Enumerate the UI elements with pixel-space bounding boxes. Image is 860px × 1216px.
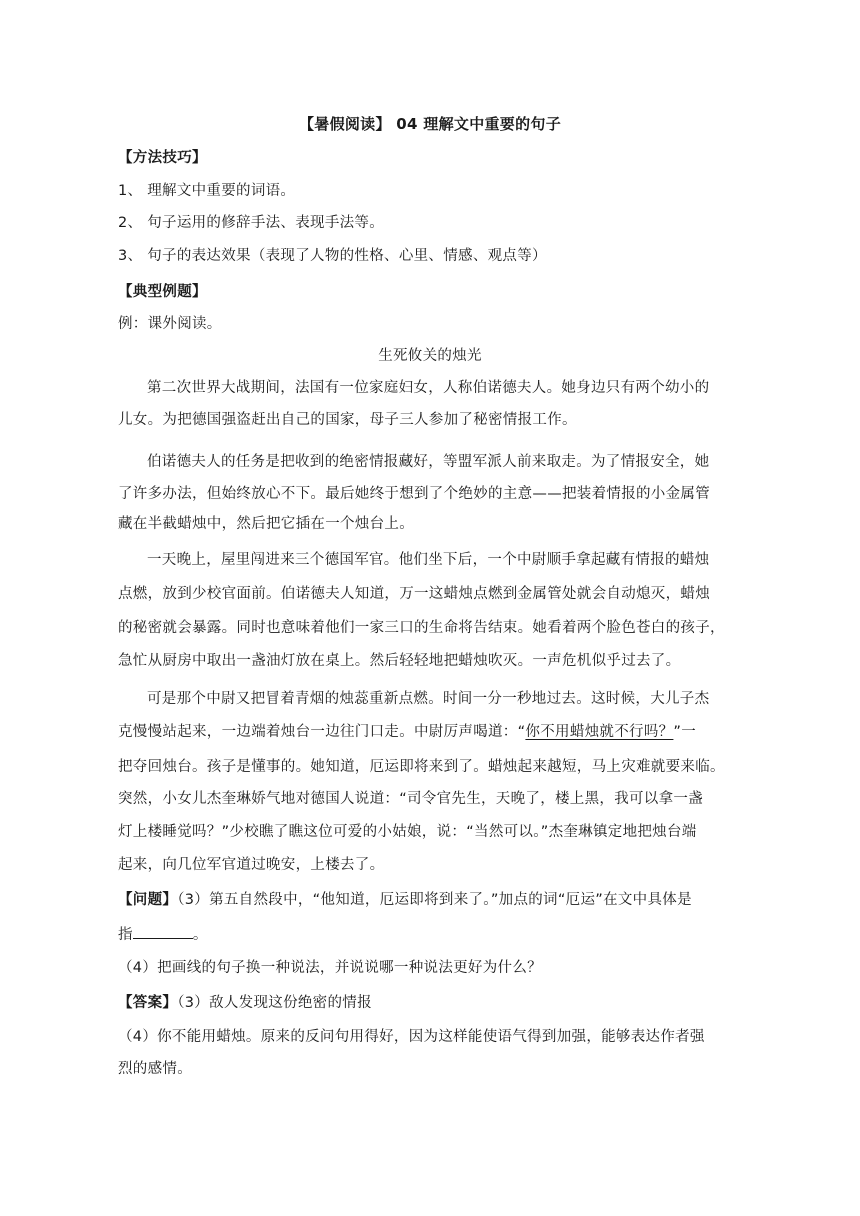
story-line: 一天晚上，屋里闯进来三个德国军官。他们坐下后，一个中尉顺手拿起藏有情报的蜡烛 [147,552,710,568]
method-item: 1、 理解文中重要的词语。 [118,183,296,199]
story-line: 伯诺德夫人的任务是把收到的绝密情报藏好，等盟军派人前来取走。为了情报安全，她 [147,454,710,470]
question-4: （4）把画线的句子换一种说法，并说说哪一种说法更好为什么？ [118,960,542,976]
story-text: ”一 [673,724,697,740]
answer-text: （3）敌人发现这份绝密的情报 [177,995,372,1011]
example-intro: 例：课外阅读。 [118,316,222,332]
question-text: （3）第五自然段中，“他知道，厄运即将到来了。”加点的词“厄运”在文中具体是 [177,892,692,908]
question-text: 指 [118,927,133,943]
answer-blank [133,924,193,939]
underlined-sentence: 你不用蜡烛就不行吗？ [525,724,674,740]
method-heading: 【方法技巧】 [118,150,207,166]
answer-label: 【答案】 [118,995,178,1011]
story-line: 儿女。为把德国强盗赶出自己的国家，母子三人参加了秘密情报工作。 [118,412,577,428]
question-label: 【问题】 [118,892,178,908]
story-line: 的秘密就会暴露。同时也意味着他们一家三口的生命将告结束。她看着两个脸色苍白的孩子， [118,620,725,636]
example-heading: 【典型例题】 [118,284,207,300]
question-3 [118,890,740,910]
story-line: 第二次世界大战期间，法国有一位家庭妇女，人称伯诺德夫人。她身边只有两个幼小的 [147,380,710,396]
story-line: 点燃，放到少校官面前。伯诺德夫人知道，万一这蜡烛点燃到金属管处就会自动熄灭，蜡烛 [118,586,710,602]
method-item: 2、 句子运用的修辞手法、表现手法等。 [118,215,385,231]
story-line-underlined-sentence [118,722,740,742]
question-text: 。 [192,927,208,943]
story-line: 藏在半截蜡烛中，然后把它插在一个烛台上。 [118,516,414,532]
story-title: 生死攸关的烛光 [378,348,482,364]
question-3-continued [118,924,740,945]
story-line: 起来，向几位军官道过晚安，上楼去了。 [118,857,385,873]
method-item: 3、 句子的表达效果（表现了人物的性格、心里、情感、观点等） [118,248,547,264]
story-line: 突然，小女儿杰奎琳娇气地对德国人说道：“司令官先生，天晚了，楼上黑，我可以拿一盏 [118,791,704,807]
story-line: 急忙从厨房中取出一盏油灯放在桌上。然后轻轻地把蜡烛吹灭。一声危机似乎过去了。 [118,653,681,669]
answer-3 [118,993,740,1013]
story-line: 灯上楼睡觉吗？”少校瞧了瞧这位可爱的小姑娘，说：“当然可以。”杰奎琳镇定地把烛台端 [118,824,697,840]
story-line: 把夺回烛台。孩子是懂事的。她知道，厄运即将来到了。蜡烛起来越短，马上灾难就要来临。 [118,759,725,775]
answer-4: （4）你不能用蜡烛。原来的反问句用得好，因为这样能使语气得到加强，能够表达作者强 [118,1029,705,1045]
page-title: 【暑假阅读】 04 理解文中重要的句子 [298,115,562,133]
story-text: 克慢慢站起来，一边端着烛台一边往门口走。中尉厉声喝道：“ [118,724,526,740]
story-line: 可是那个中尉又把冒着青烟的烛蕊重新点燃。时间一分一秒地过去。这时候，大儿子杰 [147,691,710,707]
answer-4-continued: 烈的感情。 [118,1061,192,1077]
story-line: 了许多办法，但始终放心不下。最后她终于想到了个绝妙的主意——把装着情报的小金属管 [118,486,710,502]
